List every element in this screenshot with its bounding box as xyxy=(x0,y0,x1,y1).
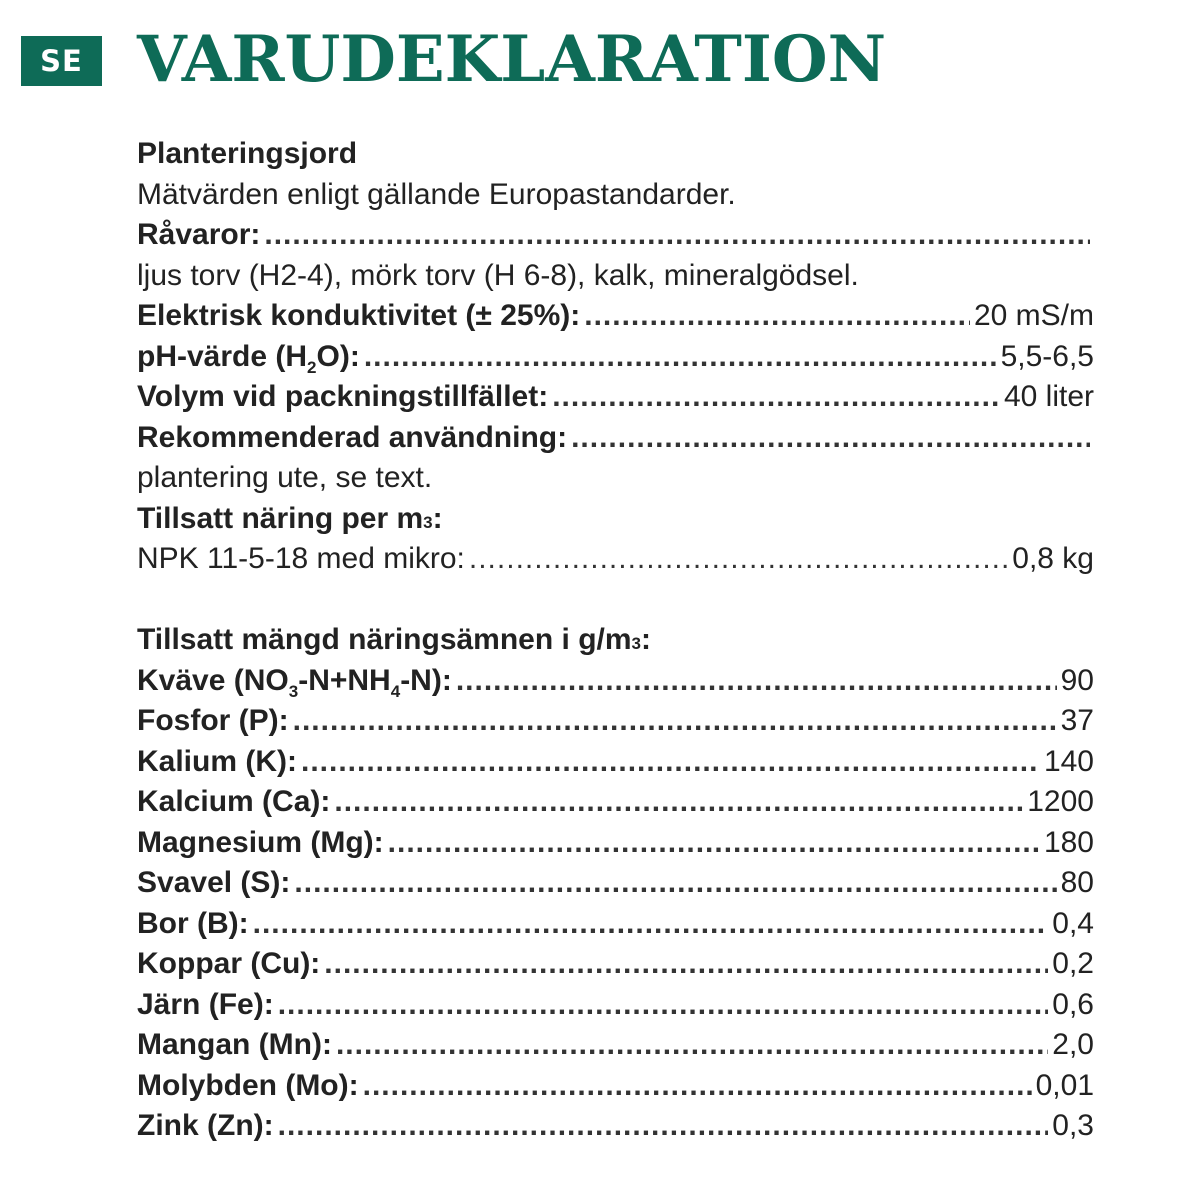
nutrient-label: Magnesium (Mg): xyxy=(137,825,384,859)
nutrient-value: 0,6 xyxy=(1052,987,1094,1021)
npk-label: NPK 11-5-18 med mikro: xyxy=(137,542,465,575)
nutrient-list xyxy=(137,701,1094,1147)
dot-leader xyxy=(363,1066,1032,1107)
dot-leader xyxy=(584,296,970,337)
language-badge: SE xyxy=(21,36,102,86)
ph-row xyxy=(137,337,1094,378)
nutrient-value: 140 xyxy=(1043,744,1094,778)
nutrient-value: 1200 xyxy=(1027,785,1094,818)
nutrient-row xyxy=(137,742,1094,783)
dot-leader xyxy=(294,863,1056,904)
conductivity-label: Elektrisk konduktivitet (± 25%): xyxy=(137,299,581,332)
volume-label: Volym vid packningstillfället: xyxy=(137,380,549,413)
nutrient-label: Järn (Fe): xyxy=(137,987,274,1021)
dot-leader xyxy=(253,904,1049,945)
nutrient-label: Zink (Zn): xyxy=(137,1109,274,1142)
added-label-sup: 3 xyxy=(423,512,433,532)
ph-label xyxy=(137,337,360,378)
conductivity-row xyxy=(137,296,1094,337)
conductivity-value: 20 mS/m xyxy=(973,299,1094,332)
dot-leader xyxy=(469,539,1008,580)
product-name: Planteringsjord xyxy=(137,137,358,170)
standards-note: Mätvärden enligt gällande Europastandarder. xyxy=(137,177,736,211)
nutrient-row-kvave xyxy=(137,661,1094,702)
nutrient-label: Bor (B): xyxy=(137,906,249,940)
ravaror-label: Råvaror: xyxy=(137,218,261,251)
ph-label-pre: pH-värde (H xyxy=(137,339,308,373)
nutrient-row xyxy=(137,782,1094,823)
declaration-content xyxy=(137,134,1094,1147)
nutrient-value: 0,3 xyxy=(1052,1109,1094,1142)
dot-leader xyxy=(301,742,1040,783)
nutrient-value: 2,0 xyxy=(1052,1028,1094,1061)
added-nutrition-heading xyxy=(137,499,1094,540)
nutrient-row xyxy=(137,863,1094,904)
kvave-sub-2: 4 xyxy=(390,681,401,701)
nutrient-row xyxy=(137,1025,1094,1066)
nutrient-value: 37 xyxy=(1060,704,1094,737)
nutrient-value: 0,4 xyxy=(1052,906,1094,940)
nutrient-label xyxy=(137,661,452,702)
nutrient-label: Koppar (Cu): xyxy=(137,947,321,980)
kvave-label-pre: Kväve (NO xyxy=(137,663,289,697)
nutrient-label: Mangan (Mn): xyxy=(137,1028,332,1061)
nutrient-label: Kalcium (Ca): xyxy=(137,785,331,818)
ravaror-row xyxy=(137,215,1094,256)
volume-row xyxy=(137,377,1094,418)
nutrient-row xyxy=(137,985,1094,1026)
nutrient-value: 90 xyxy=(1060,663,1094,697)
nutrients-heading-sup: 3 xyxy=(631,634,641,653)
dot-leader xyxy=(293,701,1057,742)
nutrient-row xyxy=(137,823,1094,864)
section-spacer xyxy=(137,580,1094,621)
page-title: VARUDEKLARATION xyxy=(137,22,887,97)
nutrient-label: Svavel (S): xyxy=(137,866,291,899)
dot-leader xyxy=(336,1025,1048,1066)
nutrient-label: Molybden (Mo): xyxy=(137,1068,359,1102)
nutrient-value: 0,2 xyxy=(1052,947,1094,980)
nutrient-value: 80 xyxy=(1060,866,1094,899)
dot-leader xyxy=(364,337,997,378)
dot-leader xyxy=(571,418,1090,459)
usage-label: Rekommenderad användning: xyxy=(137,420,568,454)
npk-row xyxy=(137,539,1094,580)
nutrients-heading xyxy=(137,620,1094,661)
usage-row xyxy=(137,418,1094,459)
dot-leader xyxy=(324,944,1048,985)
ph-label-post: O): xyxy=(316,339,360,373)
nutrient-row xyxy=(137,701,1094,742)
nutrient-row xyxy=(137,944,1094,985)
volume-value: 40 liter xyxy=(1003,380,1094,413)
nutrients-heading-text: Tillsatt mängd näringsämnen i g/m xyxy=(137,623,632,656)
dot-leader xyxy=(334,782,1023,823)
nutrient-label: Fosfor (P): xyxy=(137,704,289,737)
ravaror-value: ljus torv (H2-4), mörk torv (H 6-8), kalk, mineralgödsel. xyxy=(137,258,859,292)
nutrient-row xyxy=(137,1106,1094,1147)
dot-leader xyxy=(552,377,1000,418)
kvave-sub-1: 3 xyxy=(288,681,299,701)
nutrient-row xyxy=(137,904,1094,945)
nutrients-heading-post: : xyxy=(641,623,651,656)
kvave-label-mid: -N+NH xyxy=(298,663,391,697)
dot-leader xyxy=(388,823,1040,864)
ph-label-sub: 2 xyxy=(307,357,317,377)
nutrient-label: Kalium (K): xyxy=(137,744,297,778)
usage-value: plantering ute, se text. xyxy=(137,461,433,494)
nutrient-row xyxy=(137,1066,1094,1107)
dot-leader xyxy=(278,1106,1049,1147)
dot-leader xyxy=(456,661,1057,702)
kvave-label-post: -N): xyxy=(400,663,452,697)
nutrient-value: 0,01 xyxy=(1035,1068,1094,1102)
added-label-post: : xyxy=(432,501,443,535)
added-label: Tillsatt näring per m xyxy=(137,501,424,535)
npk-value: 0,8 kg xyxy=(1012,542,1094,575)
nutrient-value: 180 xyxy=(1043,825,1094,859)
ph-value: 5,5-6,5 xyxy=(1000,339,1094,373)
dot-leader xyxy=(264,215,1090,256)
dot-leader xyxy=(278,985,1049,1026)
